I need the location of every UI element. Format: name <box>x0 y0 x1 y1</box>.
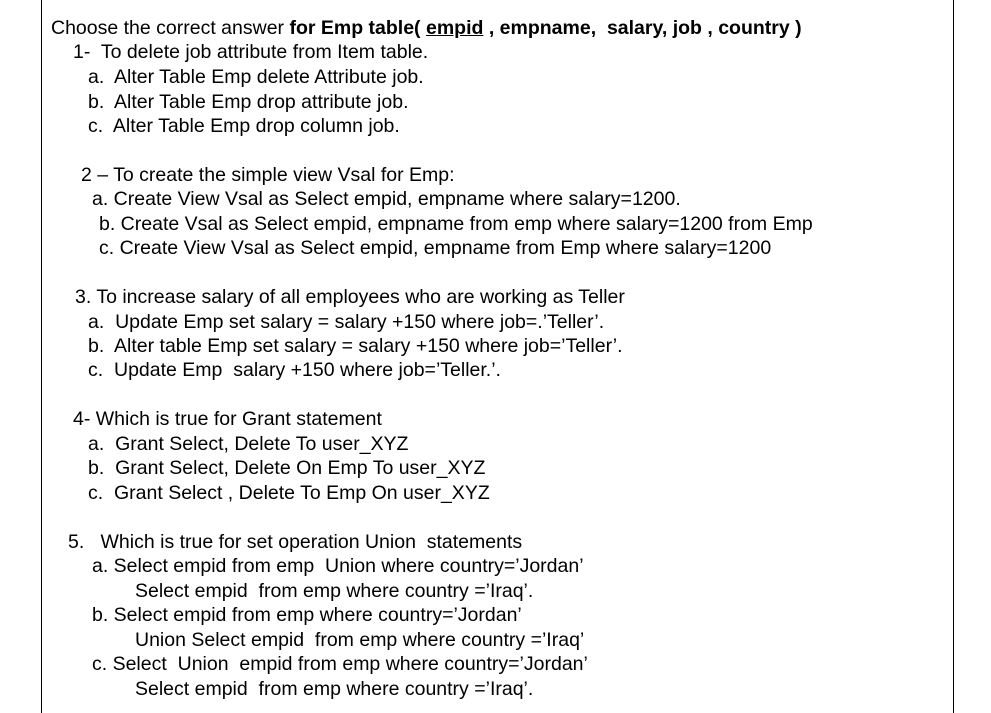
q3-stem: 3. To increase salary of all employees who are working as Teller <box>75 286 625 308</box>
q1-stem: 1- To delete job attribute from Item table. <box>73 41 429 63</box>
q5-option-a[interactable]: a. Select empid from emp Union where country=’Jordan’ <box>92 555 584 577</box>
q2-stem: 2 – To create the simple view Vsal for Emp: <box>81 164 455 186</box>
q5-option-c-continuation[interactable]: Select empid from emp where country =’Iraq’. <box>135 678 534 700</box>
table-label: for Emp table( <box>289 17 426 39</box>
q4-option-b[interactable]: b. Grant Select, Delete On Emp To user_XYZ <box>88 457 486 479</box>
primary-key-empid: empid <box>425 17 484 39</box>
q5-option-c[interactable]: c. Select Union empid from emp where country=’Jordan’ <box>92 653 588 675</box>
q1-option-b[interactable]: b. Alter Table Emp drop attribute job. <box>88 91 409 113</box>
instruction-heading <box>51 16 802 40</box>
q5-stem: 5. Which is true for set operation Union statements <box>68 531 523 553</box>
q1-option-c[interactable]: c. Alter Table Emp drop column job. <box>88 115 400 137</box>
q2-option-a[interactable]: a. Create View Vsal as Select empid, empname where salary=1200. <box>92 188 681 210</box>
q5-option-b[interactable]: b. Select empid from emp where country=’Jordan’ <box>92 604 522 626</box>
instruction-lead: Choose the correct answer <box>51 17 290 39</box>
q1-option-a[interactable]: a. Alter Table Emp delete Attribute job. <box>88 66 424 88</box>
q2-option-c[interactable]: c. Create View Vsal as Select empid, empname from Emp where salary=1200 <box>99 237 772 259</box>
q4-option-c[interactable]: c. Grant Select , Delete To Emp On user_XYZ <box>88 482 490 504</box>
q3-option-c[interactable]: c. Update Emp salary +150 where job=’Teller.’. <box>88 359 501 381</box>
q5-option-a-continuation[interactable]: Select empid from emp where country =’Iraq’. <box>135 580 534 602</box>
q2-option-b[interactable]: b. Create Vsal as Select empid, empname from emp where salary=1200 from Emp <box>99 213 813 235</box>
q3-option-b[interactable]: b. Alter table Emp set salary = salary +150 where job=’Teller’. <box>88 335 623 357</box>
table-columns: , empname, salary, job , country ) <box>483 17 802 39</box>
q4-option-a[interactable]: a. Grant Select, Delete To user_XYZ <box>88 433 409 455</box>
q4-stem: 4- Which is true for Grant statement <box>73 408 382 430</box>
q5-option-b-continuation[interactable]: Union Select empid from emp where country =’Iraq’ <box>135 629 585 651</box>
q3-option-a[interactable]: a. Update Emp set salary = salary +150 where job=.’Teller’. <box>88 311 605 333</box>
